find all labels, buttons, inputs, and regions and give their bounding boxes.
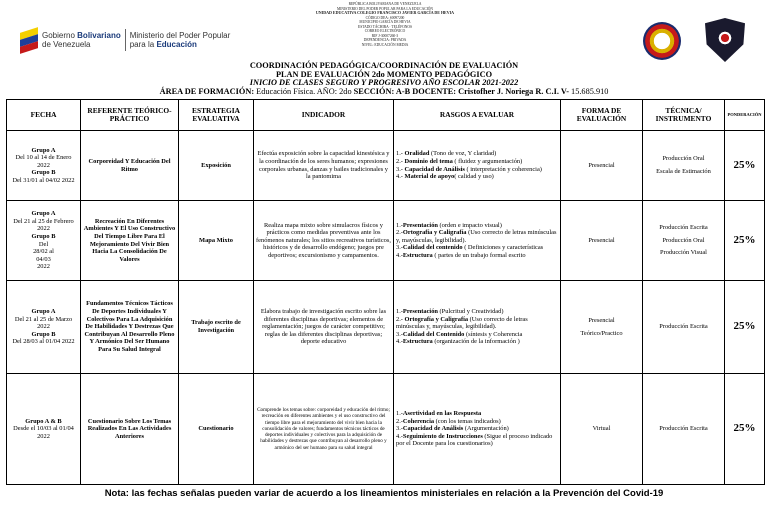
rasgo-number: 2.-: [396, 417, 403, 425]
school-header-line: RIF J-30007260-3: [371, 33, 399, 38]
rasgo-detail: (Uso correcto de letras minúsculas y, mayúsculas, legibilidad).: [396, 229, 557, 244]
school-header-line: REPÚBLICA BOLIVARIANA DE VENEZUELA: [348, 2, 422, 6]
logo-divider: [125, 29, 126, 51]
fecha-line: Del 10 al 14 de Enero 2022: [15, 154, 72, 169]
rasgo-detail: (orden e impacto visual): [437, 221, 502, 229]
document-titles: [0, 62, 768, 96]
rasgo-detail: ( Definiciones y características: [462, 244, 544, 252]
rasgo-detail: ( interpretación y coherencia): [464, 165, 542, 173]
fecha-line: Del 21 al 25 de Marzo 2022: [14, 315, 73, 331]
cell-instrumento: [643, 131, 725, 201]
cell-instrumento: [643, 281, 725, 374]
instrumento-item: Escala de Estimación: [656, 168, 711, 175]
instrumento-item: Producción Oral: [662, 236, 705, 244]
rasgo-title: Oralidad: [404, 150, 430, 158]
rasgo-item: [396, 229, 558, 244]
evaluation-plan-table: [6, 99, 765, 485]
table-row: [7, 374, 765, 485]
fecha-line: Del 28/03 al 01/04 2022: [12, 338, 75, 346]
rasgo-item: [396, 425, 558, 433]
column-header-referente: REFERENTE TEÓRICO-PRÁCTICO: [81, 100, 179, 131]
cell-estrategia: Mapa Mixto: [179, 201, 254, 281]
rasgo-number: 1.-: [396, 221, 403, 229]
rasgo-number: 4.-: [396, 432, 403, 440]
forma-item: Presencial: [588, 316, 615, 324]
school-header-line: ESTADO TÁCHIRA · TELÉFONOS: [358, 24, 412, 29]
table-row: [7, 281, 765, 374]
title-plan: PLAN DE EVALUACIÓN 2do MOMENTO PEDAGÓGICO: [275, 69, 493, 79]
table-row: [7, 201, 765, 281]
rasgo-item: [396, 173, 558, 181]
rasgo-title: Capacidad de Análisis: [404, 165, 465, 173]
school-seal-icon: [643, 22, 681, 60]
instrumento-item: Producción Oral: [662, 155, 705, 163]
rasgo-title: Ortografía y Caligrafía: [404, 315, 469, 323]
rasgo-number: 3.-: [396, 425, 403, 433]
rasgo-title: Seguimiento de Instrucciones: [402, 432, 483, 440]
rasgo-item: [396, 222, 558, 230]
forma-item: Presencial: [588, 236, 615, 244]
footer-note: Nota: las fechas señalas pueden variar de acuerdo a los lineamientos ministeriales en relación a la Prevención del Covid-19: [104, 488, 664, 499]
school-header-line: DEPENDENCIA: PRIVADA: [363, 38, 407, 42]
cell-fecha: [7, 374, 81, 485]
rasgo-title: Estructura: [402, 251, 433, 259]
fecha-line: Desde el 10/03 al 01/04 2022: [13, 425, 74, 440]
rasgo-item: [396, 331, 558, 339]
title-school-year: INICIO DE CLASES SEGURO Y PROGRESIVO AÑO ESCOLAR 2021-2022: [249, 78, 519, 88]
cell-indicador: Elabora trabajo de investigación escrito sobre las diferentes disciplinas deportivas; elementos de reglamentación; juegos de carácter competitivo; reglas de las diferentes disciplinas deportivas; deporte educativo: [254, 281, 394, 374]
rasgo-number: 1.-: [396, 410, 403, 418]
rasgo-number: 2.-: [396, 229, 403, 237]
cell-fecha: [7, 281, 81, 374]
cell-instrumento: [643, 374, 725, 485]
rasgo-title: Coherencia: [402, 417, 435, 425]
cell-indicador: Realiza mapa mixto sobre simulacros físicos y prácticos como medidas preventivas ante los fenómenos naturales; los sitios recreativos turísticos, históricos y de desarrollo endógeno; juegos pre deportivos; excursionismo y campamentos.: [254, 201, 394, 281]
column-header-fecha: FECHA: [7, 100, 81, 131]
rasgo-number: 1.-: [396, 150, 405, 158]
column-header-indicador: INDICADOR: [254, 100, 394, 131]
rasgo-item: [396, 433, 558, 448]
cell-estrategia: Trabajo escrito de Investigación: [179, 281, 254, 374]
government-logo: [20, 28, 230, 52]
rasgo-title: Material de apoyo: [404, 173, 455, 181]
instrumento-item: Producción Escrita: [659, 224, 708, 232]
cell-ponderacion: 25%: [725, 201, 765, 281]
ministry-name: Ministerio del Poder Popular para la Educación: [129, 31, 231, 49]
rasgo-detail: (síntesis y Coherencia: [464, 330, 523, 338]
cell-estrategia: Exposición: [179, 131, 254, 201]
cell-rasgos: [394, 201, 561, 281]
fecha-line: 2022: [37, 263, 50, 271]
instrumento-item: Producción Escrita: [659, 425, 708, 433]
column-header-rasgos: RASGOS A EVALUAR: [394, 100, 561, 131]
fecha-line: Grupo B: [31, 169, 56, 177]
cell-estrategia: Cuestionario: [179, 374, 254, 485]
cell-rasgos: [394, 131, 561, 201]
cell-ponderacion: 25%: [725, 374, 765, 485]
rasgo-title: Dominio del tema: [404, 157, 453, 165]
cell-indicador: Comprende los temas sobre: corporeidad y educación del ritmo; recreación en diferentes ambientes y el uso constructivo del tiempo libre para el mejoramiento del vivir bien hacia la consolidación de valores; fundamentos técnicos tácticos de deportes individuales y colectivos para la adquisición de habilidades y destrezas que contribuyan al desarrollo pleno y armónico del ser humano para su salud integral: [254, 374, 394, 485]
police-shield-icon: [705, 18, 745, 62]
cell-referente: Recreación En Diferentes Ambientes Y El Uso Constructivo Del Tiempo Libre Para El Mejoramiento Del Vivir Bien Hacia La Consolidación De Valores: [81, 201, 179, 281]
column-header-instrumento: TÉCNICA/ INSTRUMENTO: [643, 100, 725, 131]
rasgo-number: 2.-: [396, 315, 405, 323]
rasgo-item: [396, 244, 558, 252]
rasgo-number: 3.-: [396, 330, 403, 338]
cell-fecha: [7, 131, 81, 201]
rasgo-title: Ortografía y Caligrafía: [402, 229, 467, 237]
rasgo-detail: (Tono de voz, Y claridad): [429, 150, 497, 158]
venezuela-flag-icon: [20, 29, 38, 51]
table-row: [7, 131, 765, 201]
cell-rasgos: [394, 281, 561, 374]
rasgo-detail: (Pulcritud y Creatividad): [437, 308, 504, 316]
rasgo-number: 3.-: [396, 244, 403, 252]
rasgo-item: [396, 316, 558, 331]
school-header-line: CÓDIGO DEA: S0097200: [365, 15, 405, 20]
rasgo-title: Presentación: [402, 308, 438, 316]
column-header-forma: FORMA DE EVALUACIÓN: [561, 100, 643, 131]
forma-item: Presencial: [588, 161, 615, 169]
rasgo-detail: (organización de la información ): [432, 338, 520, 346]
fecha-line: Del 31/01 al 04/02 2022: [12, 176, 75, 184]
fecha-line: 04/03: [36, 255, 51, 263]
government-name: Gobierno Bolivariano de Venezuela: [42, 31, 121, 49]
fecha-line: Grupo A: [31, 146, 56, 154]
rasgo-detail: ( fluidez y argumentación): [452, 157, 523, 165]
rasgo-detail: (Argumentación): [463, 425, 509, 433]
column-header-ponderacion: PONDERACIÓN: [725, 100, 765, 131]
fecha-line: Grupo A: [31, 210, 56, 218]
cell-referente: Corporeidad Y Educación Del Ritmo: [81, 131, 179, 201]
cell-ponderacion: 25%: [725, 281, 765, 374]
rasgo-item: [396, 338, 558, 346]
rasgo-detail: ( partes de un trabajo formal escrito: [432, 251, 526, 259]
rasgo-title: Presentación: [402, 221, 438, 229]
rasgo-item: [396, 410, 558, 418]
school-header-line: MUNICIPIO GARCÍA DE HEVIA: [359, 20, 411, 24]
rasgo-number: 1.-: [396, 308, 403, 316]
instrumento-item: Producción Visual: [660, 249, 707, 257]
cell-fecha: [7, 201, 81, 281]
rasgo-item: [396, 308, 558, 316]
rasgo-detail: (Uso correcto de letras minúsculas y, mayúsculas, legibilidad).: [396, 315, 528, 331]
school-header-line: NIVEL: EDUCACIÓN MEDIA: [361, 42, 409, 47]
rasgo-number: 3.-: [396, 165, 405, 173]
cell-referente: Cuestionario Sobre Los Temas Realizados En Las Actividades Anteriores: [81, 374, 179, 485]
rasgo-item: [396, 158, 558, 166]
rasgo-title: Calidad del Contenido: [402, 330, 465, 338]
cell-instrumento: [643, 201, 725, 281]
cell-rasgos: [394, 374, 561, 485]
rasgo-number: 2.-: [396, 157, 405, 165]
cell-forma: [561, 281, 643, 374]
cell-forma: [561, 374, 643, 485]
table-header-row: [7, 100, 765, 131]
rasgo-item: [396, 418, 558, 426]
cell-referente: Fundamentos Técnicos Tácticos De Deportes Individuales Y Colectivos Para La Adquisición De Habilidades Y Destrezas Que Contribuyan Al Desarrollo Pleno Y Armónico Del Ser Humano Para Su Salud Integral: [81, 281, 179, 374]
title-coordination: COORDINACIÓN PEDAGÓGICA/COORDINACIÓN DE EVALUACIÓN: [249, 61, 519, 70]
rasgo-item: [396, 252, 558, 260]
school-header: [290, 2, 480, 47]
rasgo-title: Asertividad en las Respuesta: [402, 410, 482, 418]
rasgo-item: [396, 150, 558, 158]
rasgo-title: Capacidad de Análisis: [402, 425, 464, 433]
fecha-line: Grupo A: [31, 308, 56, 316]
rasgo-detail: (Sigue el proceso indicado por el Docente para los cuestionarios): [396, 432, 553, 448]
rasgo-title: Calidad del contenido: [402, 244, 463, 252]
fecha-line: 28/02 al: [33, 248, 54, 256]
fecha-line: Grupo B: [31, 330, 56, 338]
instrumento-item: Producción Escrita: [659, 323, 708, 331]
rasgo-detail: (con los temas indicados): [434, 417, 501, 425]
school-header-line: MINISTERIO DEL PODER POPULAR PARA LA EDUCACIÓN: [337, 6, 433, 11]
forma-item: Teórico/Practico: [580, 329, 623, 337]
rasgo-item: [396, 166, 558, 174]
title-area-line: ÁREA DE FORMACIÓN: Educación Física. AÑO: 2do SECCIÓN: A-B DOCENTE: Cristofher J. Noriega R. C.I. V- 15.685.910: [159, 86, 609, 96]
fecha-line: Grupo B: [31, 232, 56, 240]
rasgo-title: Estructura: [402, 338, 433, 346]
rasgo-detail: ( calidad y uso): [454, 173, 494, 181]
cell-forma: [561, 201, 643, 281]
fecha-line: Grupo A & B: [25, 417, 62, 425]
fecha-line: Del: [38, 240, 49, 248]
school-header-line: UNIDAD EDUCATIVA COLEGIO FRANCISCO JAVIER GARCÍA DE HEVIA: [315, 10, 455, 15]
cell-indicador: Efectúa exposición sobre la capacidad kinestésica y la coordinación de los seres humanos; expresiones corporales urbanas, danzas y bailes tradicionales y la pantomima: [254, 131, 394, 201]
rasgo-number: 4.-: [396, 251, 403, 259]
cell-ponderacion: 25%: [725, 131, 765, 201]
forma-item: Virtual: [592, 425, 611, 433]
rasgo-number: 4.-: [396, 173, 405, 181]
column-header-estrategia: ESTRATEGIA EVALUATIVA: [179, 100, 254, 131]
rasgo-number: 4.-: [396, 338, 403, 346]
cell-forma: [561, 131, 643, 201]
school-header-line: CORREO ELECTRÓNICO: [364, 29, 406, 33]
fecha-line: Del 21 al 25 de Febrero 2022: [13, 217, 74, 233]
